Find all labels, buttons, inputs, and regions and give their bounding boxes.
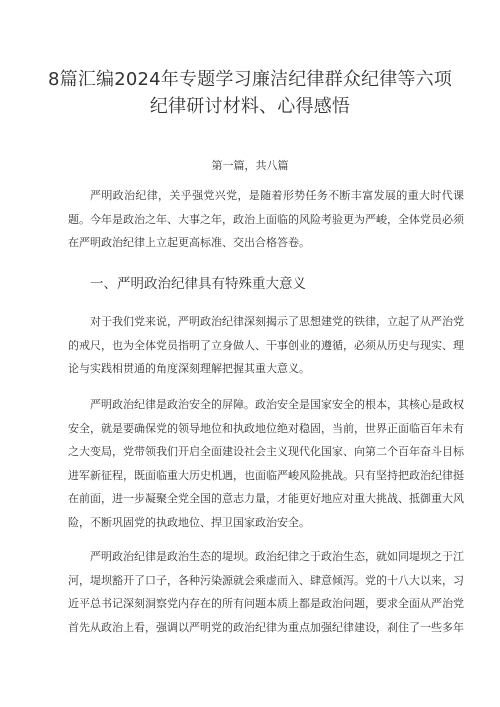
- paragraph-significance: 对于我们党来说，严明政治纪律深刻揭示了思想建党的铁律，立起了从严治党的戒尺，也为全体党员指明了立身做人、干事创业的遵循，必须从历史与现实、理论与实践相贯通的角度深刻理解把握其重大意义。: [68, 315, 464, 376]
- section-heading: 一、严明政治纪律具有特殊重大意义: [90, 276, 306, 292]
- document-title: 8篇汇编2024年专题学习廉洁纪律群众纪律等六项纪律研讨材料、心得感悟: [47, 69, 453, 117]
- document-subtitle: 第一篇，共八篇: [211, 159, 289, 172]
- paragraph-political-ecology: 严明政治纪律是政治生态的堤坝。政治纪律之于政治生态，就如同堤坝之于江河，堤坝豁开了口子，各种污染源就会乘虚而入、肆意倾泻。党的十八大以来，习近平总书记深刻洞察党内存在的所有问题本质上都是政治问题，要求全面从严治党首先从政治上看，强调以严明党的政治纪律为重点加强纪律建设，刹住了一些多年: [68, 550, 464, 634]
- paragraph-political-security: 严明政治纪律是政治安全的屏障。政治安全是国家安全的根本，其核心是政权安全，就是要确保党的领导地位和执政地位绝对稳固，当前，世界正面临百年未有之大变局，党带领我们开启全面建设社会主义现代化国家、向第二个百年奋斗目标进军新征程，既面临重大历史机遇，也面临严峻风险挑战。只有坚持把政治纪律挺在前面，进一步凝聚全党全国的意志力量，才能更好地应对重大挑战、抵御重大风险，不断巩固党的执政地位、捍卫国家政治安全。: [68, 398, 464, 529]
- paragraph-intro: 严明政治纪律，关乎强党兴党，是随着形势任务不断丰富发展的重大时代课题。今年是政治之年、大事之年，政治上面临的风险考验更为严峻，全体党员必须在严明政治纪律上立起更高标准、交出合格答卷。: [68, 189, 464, 250]
